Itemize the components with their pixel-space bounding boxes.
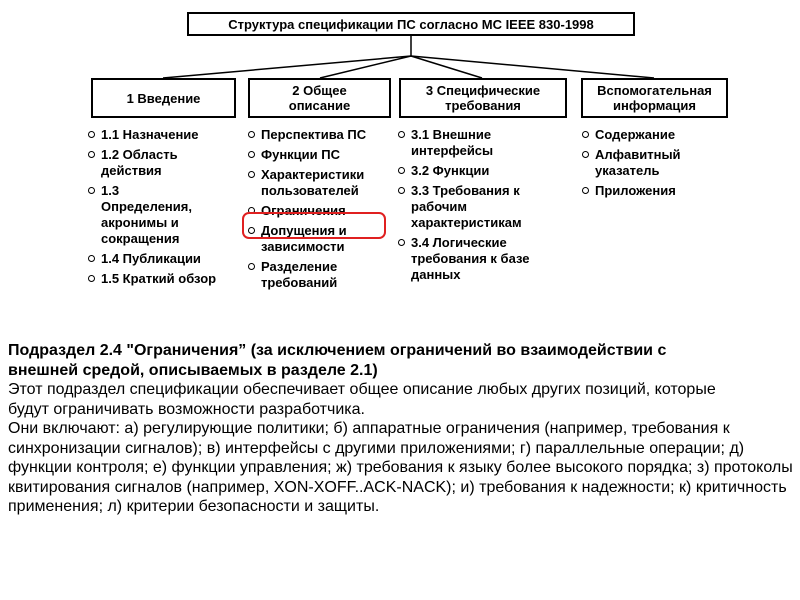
list-item xyxy=(88,183,238,247)
bullet-icon xyxy=(582,131,589,138)
diagram-title-text: Структура спецификации ПС согласно МС IEEE 830-1998 xyxy=(228,16,594,32)
section-items-supplementary-info xyxy=(582,127,732,203)
item-text: 3.4 Логические требования к базе данных xyxy=(411,235,530,282)
item-text: Допущения и зависимости xyxy=(261,223,347,254)
list-item xyxy=(398,127,568,159)
bullet-icon xyxy=(88,187,95,194)
paragraph-list: Они включают: а) регулирующие политики; б) аппаратные ограничения (например, требования к синхронизации сигналов); в) интерфейсы с другими приложениями; г) параллельные операции; д) функции контроля; е) функции управления; ж) требования к языку более высокого порядка; з) протоколы квитирования сигналов (например, XON-XOFF..ACK-NACK); и) требования к надежности; к) критичность применения; л) критерии безопасности и защиты. xyxy=(8,420,793,515)
item-text: Алфавитный указатель xyxy=(595,147,681,178)
section-label: Вспомогательная информация xyxy=(597,83,712,113)
section-label: 2 Общее описание xyxy=(288,83,351,113)
diagram-title xyxy=(187,12,635,36)
list-item xyxy=(582,147,732,179)
item-text: 1.2 Область действия xyxy=(101,147,178,178)
list-item xyxy=(398,163,568,179)
item-text: 1.4 Публикации xyxy=(101,251,201,266)
item-text: 3.2 Функции xyxy=(411,163,490,178)
bullet-icon xyxy=(88,151,95,158)
bullet-icon xyxy=(88,255,95,262)
bullet-icon xyxy=(398,239,405,246)
list-item xyxy=(398,235,568,283)
paragraph-overview: Этот подраздел спецификации обеспечивает общее описание любых других позиций, которые будут ограничивать возможности разработчика. xyxy=(8,381,716,418)
list-item xyxy=(88,147,238,179)
item-text: 3.1 Внешние интерфейсы xyxy=(411,127,494,158)
item-text: Ограничения xyxy=(261,203,346,218)
bullet-icon xyxy=(248,263,255,270)
item-text: 1.3 Определения, акронимы и сокращения xyxy=(101,183,192,246)
item-text: Функции ПС xyxy=(261,147,341,162)
bullet-icon xyxy=(88,131,95,138)
list-item xyxy=(248,127,393,143)
section-box-general-description xyxy=(248,78,391,118)
bullet-icon xyxy=(582,151,589,158)
connector-to-section-1 xyxy=(163,56,411,78)
list-item xyxy=(248,147,393,163)
section-box-supplementary-info xyxy=(581,78,728,118)
list-item xyxy=(248,259,393,291)
section-items-introduction xyxy=(88,127,238,291)
section-label: 3 Специфические требования xyxy=(425,83,541,113)
subsection-heading: Подраздел 2.4 "Ограничения” (за исключением ограничений во взаимодействии с внешней средой, описываемых в разделе 2.1) xyxy=(8,342,667,379)
section-items-specific-requirements xyxy=(398,127,568,287)
bullet-icon xyxy=(248,131,255,138)
item-text: Содержание xyxy=(595,127,676,142)
description-text-block xyxy=(8,341,798,517)
item-text: 3.3 Требования к рабочим характеристикам xyxy=(411,183,522,230)
bullet-icon xyxy=(248,151,255,158)
item-text: 1.5 Краткий обзор xyxy=(101,271,217,286)
bullet-icon xyxy=(398,131,405,138)
item-text: Характеристики пользователей xyxy=(261,167,365,198)
bullet-icon xyxy=(398,187,405,194)
item-text: Приложения xyxy=(595,183,676,198)
section-box-introduction xyxy=(91,78,236,118)
bullet-icon xyxy=(248,171,255,178)
section-items-general-description xyxy=(248,127,393,295)
list-item xyxy=(88,271,238,287)
item-text: Перспектива ПС xyxy=(261,127,367,142)
list-item xyxy=(398,183,568,231)
list-item xyxy=(88,251,238,267)
bullet-icon xyxy=(582,187,589,194)
list-item xyxy=(88,127,238,143)
bullet-icon xyxy=(88,275,95,282)
section-box-specific-requirements xyxy=(399,78,567,118)
item-text: Разделение требований xyxy=(261,259,338,290)
section-label: 1 Введение xyxy=(126,90,201,106)
list-item xyxy=(582,127,732,143)
highlight-frame-limitations xyxy=(242,212,386,239)
list-item xyxy=(582,183,732,199)
item-text: 1.1 Назначение xyxy=(101,127,199,142)
list-item xyxy=(248,167,393,199)
bullet-icon xyxy=(398,167,405,174)
